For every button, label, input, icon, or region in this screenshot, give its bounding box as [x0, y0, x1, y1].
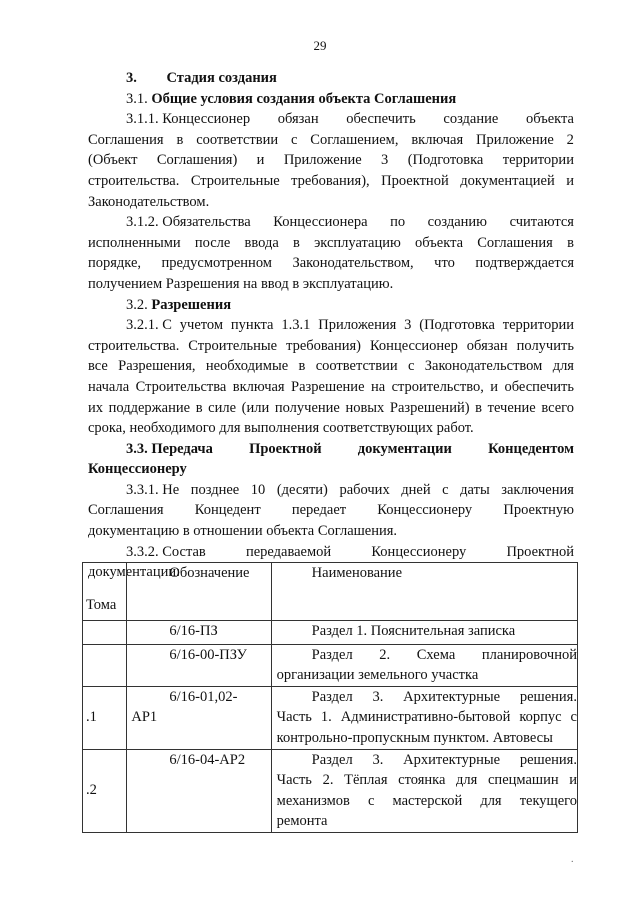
word: в — [176, 131, 184, 148]
word: с — [442, 481, 449, 498]
paragraph-line — [88, 377, 574, 398]
word: и — [256, 152, 265, 169]
scan-mark: . — [571, 854, 574, 865]
word: Раздел — [311, 646, 353, 663]
word: Соглашения) — [156, 152, 238, 169]
name-line: контрольно-пропускным пунктом. Автовесы — [276, 729, 553, 746]
word: Соглашением, — [310, 131, 399, 148]
word: Концессионер — [369, 337, 458, 354]
word: учетом — [179, 317, 224, 334]
word: с — [407, 358, 415, 375]
word: документации — [357, 440, 452, 457]
word: соответствии — [196, 131, 279, 148]
word: в — [475, 399, 483, 416]
paragraph-line — [88, 315, 574, 336]
word: включая — [232, 378, 285, 395]
paragraph-line — [88, 500, 574, 521]
word: объекта — [415, 234, 464, 251]
word: объекта — [525, 111, 574, 128]
word: Архитектурные — [403, 751, 501, 768]
name-line: Часть 2. Тёплая стоянка для спецмашин и — [276, 772, 577, 789]
word: и — [566, 172, 574, 189]
word: соответствии — [315, 358, 398, 375]
word: Разрешения, — [118, 358, 196, 375]
word: (десяти) — [276, 481, 328, 498]
word: (Подготовка — [407, 152, 484, 169]
word: для — [552, 358, 574, 375]
word: 3 — [404, 317, 412, 334]
page-number: 29 — [313, 38, 327, 53]
word: Архитектурные — [403, 688, 501, 705]
word: Раздел — [311, 688, 353, 705]
paragraph-line: документации: — [88, 564, 181, 581]
documentation-table — [82, 562, 578, 833]
word: Схема — [416, 646, 456, 663]
word: (Подготовка — [419, 317, 495, 334]
word: Проектной — [506, 543, 574, 560]
designation-text: 6/16-ПЗ — [169, 623, 218, 639]
word: территории — [502, 317, 574, 334]
word: течение — [487, 399, 536, 416]
word: передаваемой — [245, 543, 332, 560]
word: Концедентом — [488, 440, 574, 457]
word: подтверждается — [475, 255, 574, 272]
word: передает — [291, 502, 347, 519]
word: пункта — [230, 317, 274, 334]
word: Законодательством — [424, 358, 543, 375]
word: позднее — [190, 481, 240, 498]
word: на — [370, 378, 386, 395]
word: и — [490, 378, 499, 395]
name-line — [272, 645, 577, 666]
word: Соглашения — [477, 234, 553, 251]
word: в — [567, 234, 574, 251]
word: Проектной — [381, 172, 449, 189]
table-row — [83, 644, 578, 686]
word: Разрешений) — [389, 399, 470, 416]
table-row — [83, 686, 578, 749]
word: Разрешение — [291, 378, 365, 395]
word: 2 — [566, 131, 574, 148]
subsection-number: 3.2. — [126, 296, 148, 313]
word: строительство, — [391, 378, 484, 395]
name-line: Раздел 1. Пояснительная записка — [311, 623, 516, 639]
word: требования) — [286, 337, 362, 354]
subsection-heading-3-1 — [88, 89, 574, 110]
word: в — [293, 234, 300, 251]
name-line — [272, 687, 577, 708]
word: строительства. — [88, 172, 180, 189]
table-row — [83, 621, 578, 645]
word: порядке, — [88, 255, 142, 272]
table-row — [83, 749, 578, 832]
word: начала — [88, 378, 130, 395]
paragraph-line — [88, 150, 574, 171]
cell-designation — [127, 686, 271, 749]
header-name-text: Наименование — [311, 565, 403, 581]
word: 3.1.2. Обязательства — [126, 214, 251, 231]
word: дней — [401, 481, 431, 498]
cell-designation — [127, 644, 271, 686]
word: создание — [443, 111, 499, 128]
word: после — [194, 234, 231, 251]
paragraph-line — [88, 480, 574, 501]
word: территории — [502, 152, 574, 169]
word: Концедент — [194, 502, 261, 519]
word: заключения — [501, 481, 574, 498]
word: все — [88, 358, 108, 375]
word: Проектную — [503, 502, 574, 519]
name-line — [272, 750, 577, 771]
word: по — [390, 214, 406, 231]
word: 2. — [379, 646, 391, 663]
section-title: Стадия создания — [166, 70, 277, 86]
designation-text: 6/16-04-АР2 — [169, 751, 246, 768]
word: рабочих — [339, 481, 390, 498]
word: 3 — [381, 152, 389, 169]
word: созданию — [427, 214, 487, 231]
header-designation-text: Обозначение — [169, 565, 250, 581]
word: 1.3.1 — [281, 317, 311, 334]
subsection-heading-3-3 — [88, 439, 574, 460]
word: всего — [541, 399, 574, 416]
name-line: ремонта — [276, 813, 328, 830]
word: 3.3.2. Состав — [126, 543, 206, 560]
word: включая — [411, 131, 464, 148]
volume-text: .2 — [86, 782, 97, 799]
designation-text: 6/16-00-ПЗУ — [169, 646, 247, 663]
word: Строительства — [135, 378, 227, 395]
word: силе — [208, 399, 237, 416]
subsection-heading-3-3-cont: Концессионеру — [88, 461, 187, 478]
word: Законодательством, — [292, 255, 414, 272]
word: считаются — [509, 214, 574, 231]
cell-designation — [127, 621, 271, 645]
word: обеспечить — [346, 111, 416, 128]
volume-text: .1 — [86, 709, 97, 726]
word: Проектной — [249, 440, 322, 457]
word: 10 — [250, 481, 266, 498]
word: в — [298, 358, 306, 375]
paragraph-line — [88, 542, 574, 563]
paragraph-line: Законодательством. — [88, 193, 210, 210]
word: Соглашения — [88, 502, 164, 519]
section-heading — [88, 68, 574, 89]
cell-volume — [83, 621, 127, 645]
header-volume: Тома — [83, 563, 127, 621]
paragraph-line — [88, 171, 574, 192]
word: с — [290, 131, 298, 148]
word: планировочной — [481, 646, 577, 663]
paragraph-line: срока, необходимого для выполнения соответствующих работ. — [88, 420, 474, 437]
name-line: механизмов с мастерской для текущего — [276, 792, 577, 809]
word: исполненными — [88, 234, 181, 251]
paragraph-line: документацию в отношении объекта Соглашения. — [88, 523, 398, 540]
document-body — [88, 68, 574, 583]
name-line: Часть 1. Административно-бытовой корпус с — [276, 709, 577, 726]
word: (или — [241, 399, 270, 416]
word: решения. — [519, 751, 577, 768]
word: их — [88, 399, 104, 416]
word: 3. — [372, 688, 384, 705]
word: получение — [274, 399, 340, 416]
subsection-title: Разрешения — [151, 296, 232, 313]
subsection-title: Общие условия создания объекта Соглашения — [151, 90, 457, 107]
paragraph-line — [88, 130, 574, 151]
paragraph-line: получением Разрешения на ввод в эксплуатацию. — [88, 275, 394, 292]
word: требования), — [291, 172, 370, 189]
header-designation — [127, 563, 271, 621]
paragraph-line — [88, 398, 574, 419]
section-number: 3. — [126, 70, 137, 86]
word: 3.1.1. Концессионер — [126, 111, 251, 128]
word: 3.3.1. Не — [126, 481, 180, 498]
word: Строительные — [188, 337, 278, 354]
name-line: организации земельного участка — [276, 667, 479, 684]
cell-name — [271, 621, 577, 645]
cell-name — [271, 686, 577, 749]
word: 3. — [372, 751, 384, 768]
word: ввода — [244, 234, 279, 251]
header-name — [271, 563, 577, 621]
cell-name — [271, 749, 577, 832]
word: решения. — [519, 688, 577, 705]
subsection-heading-3-2 — [88, 295, 574, 316]
paragraph-line — [88, 109, 574, 130]
word: Строительные — [190, 172, 280, 189]
cell-volume — [83, 686, 127, 749]
designation-text-cont: АР1 — [131, 709, 158, 726]
word: Приложение — [283, 152, 362, 169]
paragraph-line — [88, 356, 574, 377]
word: получить — [516, 337, 574, 354]
word: в — [195, 399, 203, 416]
word: Приложение — [475, 131, 554, 148]
word: обеспечить — [504, 378, 574, 395]
cell-volume — [83, 644, 127, 686]
paragraph-line — [88, 212, 574, 233]
designation-text: 6/16-01,02- — [169, 688, 238, 705]
word: предусмотренном — [161, 255, 272, 272]
word: новых — [345, 399, 385, 416]
word: поддержание — [108, 399, 191, 416]
word: (Объект — [88, 152, 138, 169]
word: Соглашения — [88, 131, 164, 148]
word: 3.2.1. С — [126, 317, 172, 334]
table-header-row — [83, 563, 578, 621]
word: эксплуатацию — [314, 234, 401, 251]
subsection-number: 3.1. — [126, 90, 148, 107]
word: 3.3. Передача — [126, 440, 213, 457]
word: необходимые — [205, 358, 289, 375]
word: Концессионеру — [371, 543, 467, 560]
word: Концессионера — [273, 214, 368, 231]
word: Концессионеру — [377, 502, 473, 519]
word: обязан — [277, 111, 319, 128]
word: строительства. — [88, 337, 180, 354]
cell-volume — [83, 749, 127, 832]
paragraph-line — [88, 253, 574, 274]
word: обязан — [466, 337, 508, 354]
word: что — [434, 255, 455, 272]
paragraph-line — [88, 336, 574, 357]
paragraph-line — [88, 233, 574, 254]
word: документацией — [460, 172, 555, 189]
word: Приложения — [318, 317, 397, 334]
cell-designation — [127, 749, 271, 832]
word: даты — [460, 481, 490, 498]
cell-name — [271, 644, 577, 686]
word: Раздел — [311, 751, 353, 768]
